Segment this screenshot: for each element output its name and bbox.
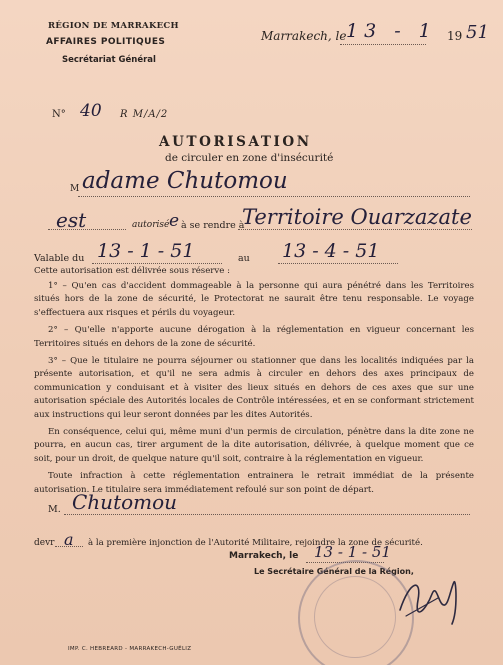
infraction-paragraph: Toute infraction à cette réglementation entrainera le retrait immédiat de la présente autorisation. Le titulaire sera immédiatement refoulé sur son point de départ. — [34, 471, 474, 495]
devr-label: devr — [34, 538, 55, 548]
name-prefix: M — [70, 184, 80, 194]
header-place-date: Marrakech, le — [261, 29, 347, 43]
consequence-paragraph: En conséquence, celui qui, même muni d'un permis de circulation, pénètre dans la dite zone ne pourra, en aucun cas, tirer argument de la dite autorisation, délivrée, à quelque moment que ce soit, pour un droit, de quelque nature qu'il soit, contraire à la réglementation en vigueur. — [34, 427, 474, 464]
signatory-title: Le Secrétaire Général de la Région, — [254, 567, 414, 576]
destination-label: à se rendre à — [181, 220, 245, 231]
condition-2: 2° – Qu'elle n'apporte aucune dérogation à la réglementation en vigueur concernant les Territoires situés en dehors de la zone de sécurité. — [34, 325, 474, 349]
secretariat-heading: Secrétariat Général — [62, 55, 156, 65]
document-subtitle: de circuler en zone d'insécurité — [165, 152, 334, 164]
destination-hand: Territoire Ouarzazate — [242, 205, 472, 229]
department-heading: AFFAIRES POLITIQUES — [46, 37, 166, 47]
validity-from-hand: 13 - 1 - 51 — [97, 240, 195, 262]
holder-prefix: M. — [48, 504, 61, 515]
authorized-hand: e — [169, 211, 180, 231]
devr-hand: a — [64, 530, 74, 549]
authorized-label: autorisé — [132, 220, 170, 230]
condition-3: 3° – Que le titulaire ne pourra séjourner ou stationner que dans les localités indiquées par la présente autorisation, et qu'il ne sera admis à circuler en dehors des axes principaux de communication y conduisant et à visiter des lieux situés en dehors de ces axes que sur une autorisation spéciale des Autorités locales de Contrôle intéressées, et en se conformant strictement aux instructions qui leur seront données par les dites Autorités. — [34, 356, 474, 420]
number-reference: R M/A/2 — [120, 109, 169, 120]
conditions-intro: Cette autorisation est délivrée sous réserve : — [34, 266, 230, 276]
validity-to-hand: 13 - 4 - 51 — [282, 240, 380, 262]
document-title: AUTORISATION — [159, 134, 312, 150]
validity-to-label: au — [238, 253, 250, 264]
validity-label: Valable du — [34, 253, 85, 264]
region-heading: RÉGION DE MARRAKECH — [48, 21, 179, 31]
devr-text: à la première injonction de l'Autorité Militaire, rejoindre la zone de sécurité. — [88, 538, 423, 548]
name-hand: adame Chutomou — [82, 168, 288, 194]
conditions-body — [34, 280, 474, 501]
est-hand: est — [56, 208, 87, 232]
condition-1: 1° – Qu'en cas d'accident dommageable à la personne qui aura pénétré dans les Territoires situés hors de la zone de sécurité, le Protectorat ne saurait être tenu responsable. Le voyage s'effectuera aux risques et périls du voyageur. — [34, 281, 474, 318]
printer-imprint: IMP. C. HEBREARD - MARRAKECH-GUÉLIZ — [68, 646, 192, 652]
header-year-hand: 51 — [466, 22, 489, 43]
number-value: 40 — [80, 101, 102, 121]
header-year-prefix: 19 — [447, 29, 463, 43]
number-prefix: N° — [52, 109, 66, 120]
handwritten-signature — [392, 570, 472, 630]
holder-hand: Chutomou — [72, 490, 178, 514]
header-date-hand: 13 - 1 — [346, 20, 437, 42]
signature-date-hand: 13 - 1 - 51 — [314, 543, 391, 561]
signature-place: Marrakech, le — [229, 551, 299, 561]
